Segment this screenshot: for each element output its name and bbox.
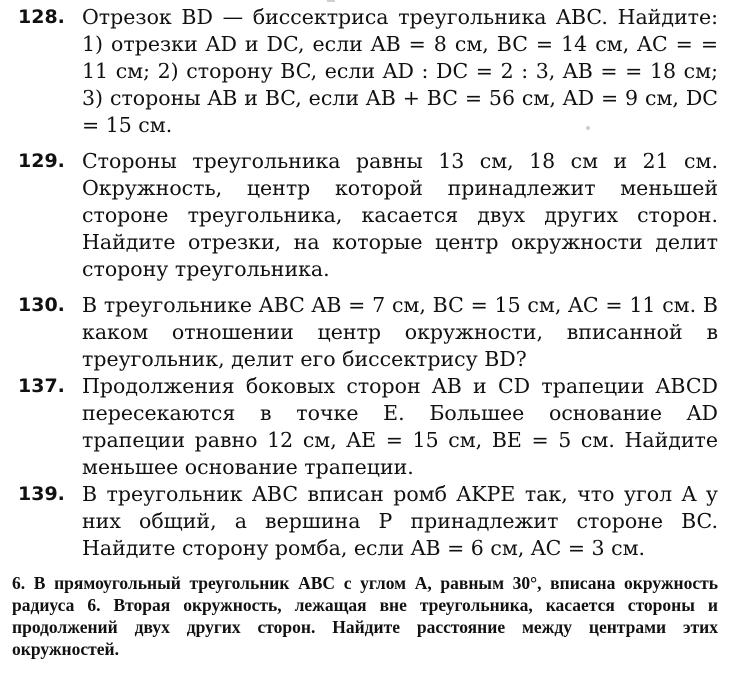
problem-130	[18, 292, 718, 373]
problem-number: 137.	[18, 375, 65, 397]
problem-number: 128.	[18, 6, 65, 28]
problem-129	[18, 148, 718, 283]
problem-text: Продолжения боковых сторон AB и CD трапеции ABCD пересекаются в точке E. Большее основание AD трапеции равно 12 см, AE = 15 см, BE = 5 см. Найдите меньшее основание трапеции.	[82, 374, 718, 479]
problem-137	[18, 373, 718, 481]
problem-139	[18, 481, 718, 562]
problem-text: Отрезок BD — биссектриса треугольника ABC. Найдите: 1) отрезки AD и DC, если AB = 8 см, BC = 14 см, AC = = 11 см; 2) сторону BC, если AD : DC = 2 : 3, AB = = 18 см; 3) стороны AB и BC, если AB + BC = 56 см, AD = 9 см, DC = 15 см.	[82, 5, 718, 137]
problem-text: Стороны треугольника равны 13 см, 18 см и 21 см. Окружность, центр которой принадлежит меньшей стороне треугольника, касается двух других сторон. Найдите отрезки, на которые центр окружности делит сторону треугольника.	[82, 149, 718, 281]
problem-number: 139.	[18, 483, 65, 505]
problem-text: В треугольник ABC вписан ромб AKPE так, что угол A у них общий, а вершина P принадлежит стороне BC. Найдите сторону ромба, если AB = 6 см, AC = 3 см.	[82, 482, 718, 560]
problem-number: 129.	[18, 150, 65, 172]
task-6: 6. В прямоугольный треугольник ABC с углом А, равным 30°, вписана окружность радиуса 6. Вторая окружность, лежащая вне треугольника, касается стороны и продолжений двух других сторон. Найдите расстояние между центрами этих окружностей.	[12, 573, 718, 659]
problem-number: 130.	[18, 294, 65, 316]
problem-text: В треугольнике ABC AB = 7 см, BC = 15 см, AC = 11 см. В каком отношении центр окружности, вписанной в треугольник, делит его биссектрису BD?	[82, 293, 718, 371]
scan-mark	[586, 126, 590, 130]
problem-128	[18, 4, 718, 139]
scan-mark	[327, 0, 335, 2]
